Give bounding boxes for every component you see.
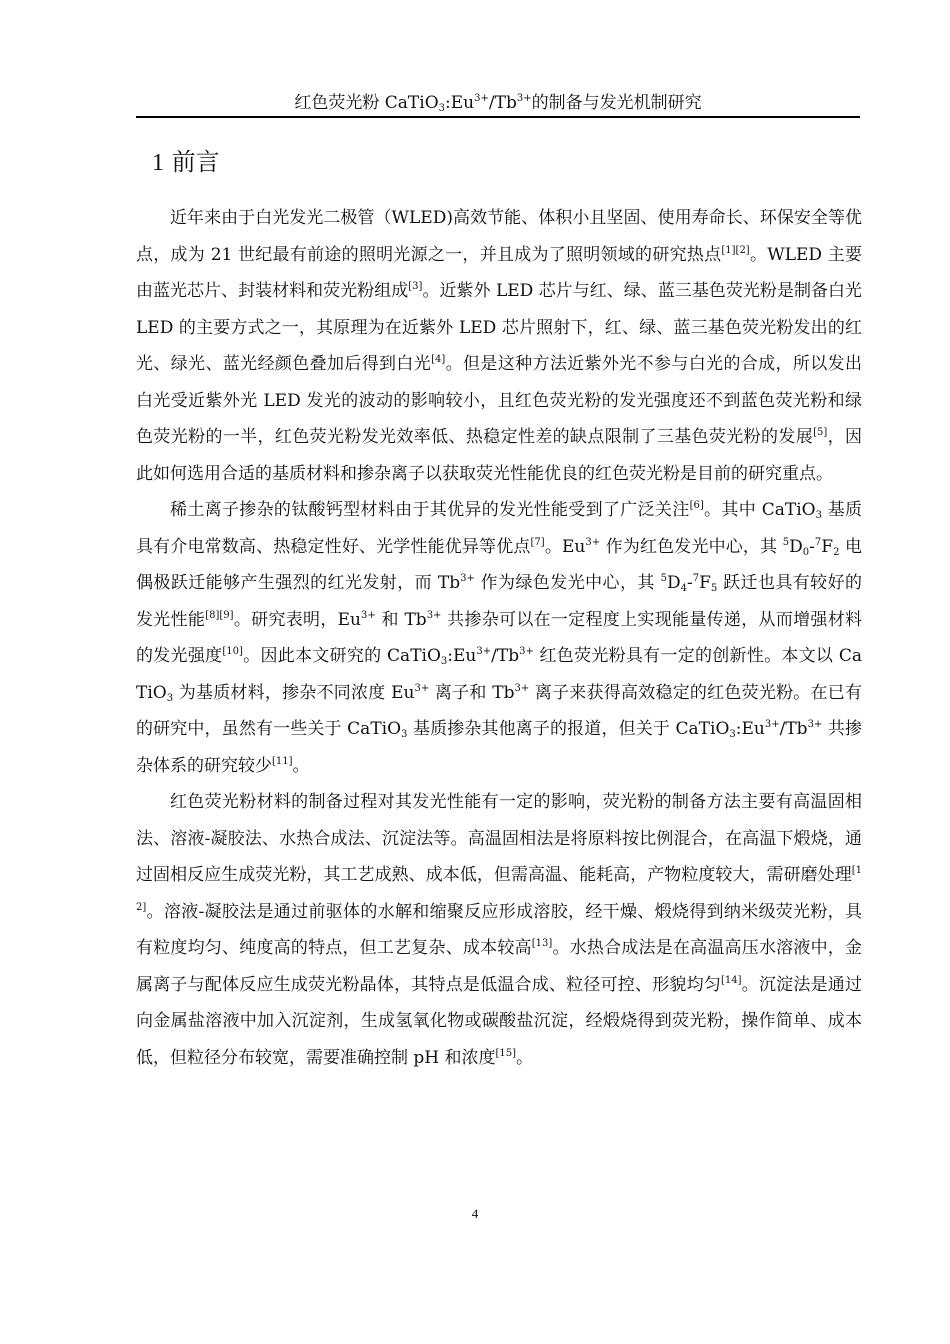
superscript: 3+ [426,609,442,621]
text-run: 红色荧光粉具有一定的创新性。本文以 CaTiO [136,646,863,703]
text-run: 作为红色发光中心，其 [600,536,783,557]
text-run: 基质具有介电常数高、热稳定性好、光学性能优异等优点 [136,500,863,557]
subscript: 4 [680,583,687,594]
text-run: 离子和 Tb [429,682,515,703]
text-run: 。WLED 主要由蓝光芯片、封装材料和荧光粉组成 [136,244,862,301]
text-run: 。但是这种方法近紫外光不参与白光的合成，所以发出白光受近紫外光 LED 发光的波动的影响较小，且红色荧光粉的发光强度还不到蓝色荧光粉和绿色荧光粉的一半，红色荧光粉发光效率低、热稳定性差的缺点限制了三基色荧光粉的发展 [136,354,863,447]
text-run: D [789,536,803,557]
superscript: [14] [721,974,742,986]
superscript: [10] [222,646,243,657]
text-run: 。其中 CaTiO [703,500,816,520]
superscript: 3+ [361,609,376,621]
text-run: 。因此本文研究的 CaTiO [242,646,441,666]
superscript: [13] [531,938,553,949]
text-run: /Tb [491,646,520,666]
superscript: [7] [530,536,545,548]
superscript: 3+ [519,646,534,657]
superscript: [3] [408,281,423,292]
paragraph [136,492,862,784]
page-number: 4 [471,1206,479,1221]
text-run: 。Eu [544,536,586,557]
superscript: 7 [692,573,700,584]
superscript: 3+ [476,646,492,657]
text-run: 近年来由于白光发光二极管（WLED)高效节能、体积小且坚固、使用寿命长、环保安全等优点，成为 21 世纪最有前途的照明光源之一，并且成为了照明领域的研究热点 [136,208,862,265]
superscript: 3+ [585,536,601,548]
superscript: [6] [689,500,704,511]
subscript: 3 [815,510,822,521]
subscript: 3 [729,729,736,740]
text-run: D [666,573,681,593]
header-rule [136,116,860,118]
text-run: 为基质材料，掺杂不同浓度 Eu [173,682,415,703]
text-run: 共掺杂体系的研究较少 [136,719,862,776]
subscript: 2 [833,546,840,558]
section-number: 1 [152,150,164,176]
text-run: 。水热合成法是在高温高压水溶液中，金属离子与配体反应生成荧光粉晶体，其特点是低温合成、粒径可控、形貌均匀 [136,938,862,995]
text-run: ，因此如何选用合适的基质材料和掺杂离子以获取荧光性能优良的红色荧光粉是目前的研究重点。 [136,427,863,484]
text-run: 基质掺杂其他离子的报道，但关于 CaTiO [407,719,730,739]
text-run: 。近紫外 LED 芯片与红、绿、蓝三基色荧光粉是制备白光 LED 的主要方式之一，其原理为在近紫外 LED 芯片照射下，红、绿、蓝三基色荧光粉发出的红光、绿光、蓝光经颜色叠加后得到白光 [136,281,863,374]
superscript: 3+ [460,573,475,584]
subscript: 5 [710,583,718,594]
subscript: 3 [440,656,448,667]
text-run: /Tb [779,719,808,739]
text-run: - [687,573,693,593]
superscript: [4] [431,354,446,365]
superscript: 3+ [807,719,823,730]
text-run: 红色荧光粉材料的制备过程对其发光性能有一定的影响，荧光粉的制备方法主要有高温固相法、溶液-凝胶法、水热合成法、沉淀法等。高温固相法是将原料按比例混合，在高温下煅烧，通过固相反应生成荧光粉，其工艺成熟、成本低，但需高温、能耗高，产物粒度较大，需研磨处理 [136,792,862,885]
text-run: 。沉淀法是通过向金属盐溶液中加入沉淀剂，生成氢氧化物或碳酸盐沉淀，经煅烧得到荧光粉，操作简单、成本低，但粒径分布较宽，需要准确控制 pH 和浓度 [136,974,863,1068]
text-run: 共掺杂可以在一定程度上实现能量传递，从而增强材料的发光强度 [136,609,863,666]
text-run: 。研究表明，Eu [233,609,361,630]
body-text [136,200,862,1076]
text-run: 稀土离子掺杂的钛酸钙型材料由于其优异的发光性能受到了广泛关注 [170,500,690,520]
text-run: F [821,536,834,557]
text-run: - [809,536,815,557]
subscript: 0 [802,546,810,558]
text-run: 。溶液-凝胶法是通过前驱体的水解和缩聚反应形成溶胶，经干燥、煅烧得到纳米级荧光粉，具有粒度均匀、纯度高的特点，但工艺复杂、成本较高 [136,901,862,958]
text-run: 和 Tb [375,609,427,630]
text-run: :Eu [735,719,765,739]
paragraph [136,200,862,492]
superscript: 5 [660,573,667,584]
running-header: 红色荧光粉 $CaTiO_3:Eu^{3+}/Tb^{3+}$的制备与发光机制研究 [294,93,702,114]
subscript: 3 [401,729,408,740]
superscript: [8][9] [205,609,234,621]
text-run: F [699,573,711,593]
text-run: 。 [292,755,310,776]
text-run: 离子来获得高效稳定的红色荧光粉。在已有的研究中，虽然有一些关于 CaTiO [136,682,863,739]
superscript: 5 [782,536,790,548]
superscript: [12] [136,865,862,913]
superscript: 3+ [764,719,780,730]
section-heading [152,146,220,179]
text-run: 跃迁也具有较好的发光性能 [136,573,863,630]
subscript: 3 [166,692,174,704]
paragraph [136,784,862,1076]
superscript: 3+ [414,682,430,694]
section-title-text: 前言 [171,148,220,176]
text-run: 电偶极跃迁能够产生强烈的红光发射，而 Tb [136,536,863,593]
superscript: [5] [813,427,828,438]
superscript: [15] [495,1047,517,1059]
superscript: [1][2] [721,244,750,256]
text-run: 。 [516,1047,534,1068]
superscript: 3+ [514,682,530,694]
text-run: :Eu [447,646,477,666]
text-run: 作为绿色发光中心，其 [474,573,661,593]
superscript: 7 [814,536,822,548]
superscript: [11] [272,755,293,767]
